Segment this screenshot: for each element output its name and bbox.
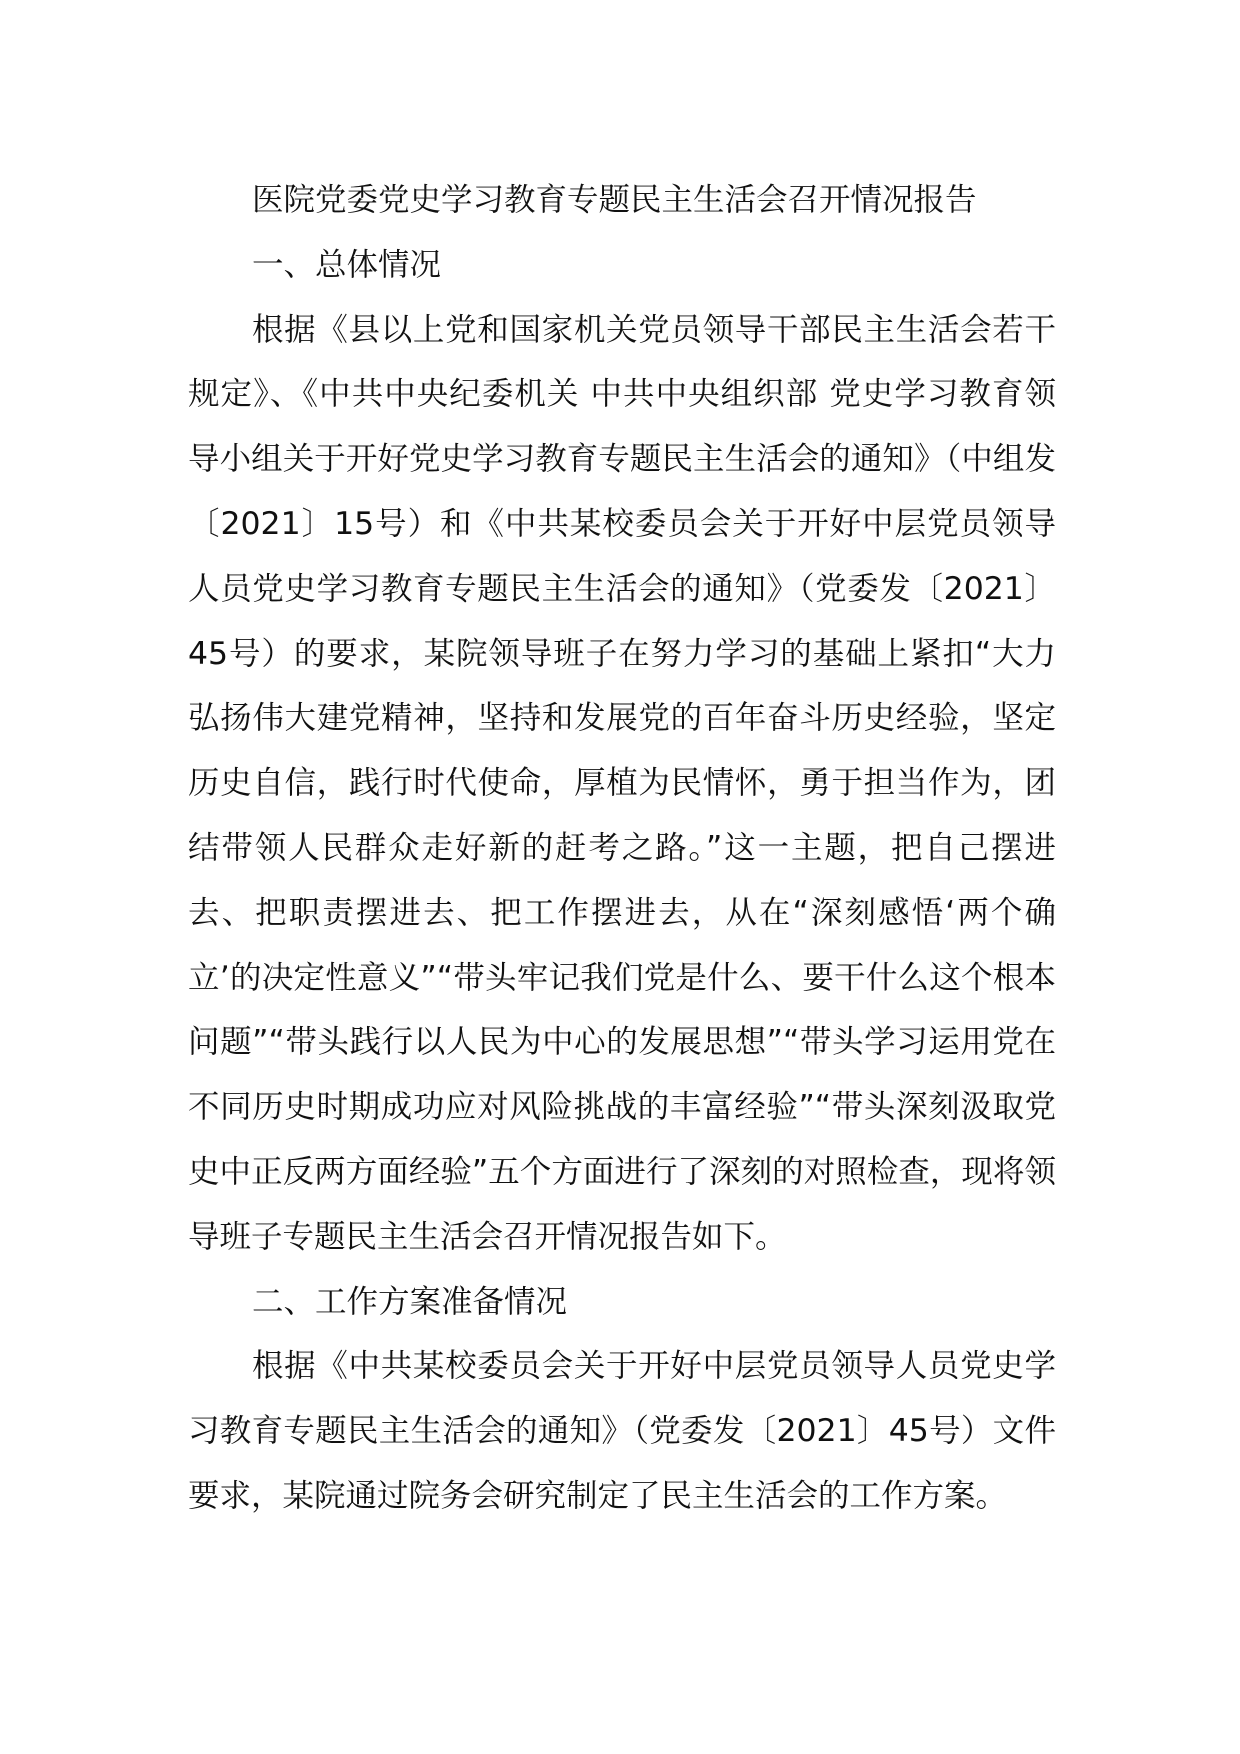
section-paragraph-work-plan: 根据《中共某校委员会关于开好中层党员领导人员党史学习教育专题民主生活会的通知》（党委发〔2021〕45号）文件要求，某院通过院务会研究制定了民主生活会的工作方案。 (188, 1348, 1056, 1514)
section-heading-work-plan: 二、工作方案准备情况 (252, 1283, 568, 1320)
document-title: 医院党委党史学习教育专题民主生活会召开情况报告 (252, 182, 977, 218)
section-heading-overall: 一、总体情况 (252, 246, 442, 283)
section-paragraph-overall: 根据《县以上党和国家机关党员领导干部民主生活会若干规定》、《中共中央纪委机关 中共中央组织部 党史学习教育领导小组关于开好党史学习教育专题民主生活会的通知》（中组发〔2021〕15号）和《中共某校委员会关于开好中层党员领导人员党史学习教育专题民主生活会的通知》（党委发〔2021〕45号）的要求，某院领导班子在努力学习的基础上紧扣“大力弘扬伟大建党精神，坚持和发展党的百年奋斗历史经验，坚定历史自信，践行时代使命，厚植为民情怀，勇于担当作为，团结带领人民群众走好新的赶考之路。”这一主题，把自己摆进去、把职责摆进去、把工作摆进去，从在“深刻感悟‘两个确立’的决定性意义”“带头牢记我们党是什么、要干什么这个根本问题”“带头践行以人民为中心的发展思想”“带头学习运用党在不同历史时期成功应对风险挑战的丰富经验”“带头深刻汲取党史中正反两方面经验”五个方面进行了深刻的对照检查，现将领导班子专题民主生活会召开情况报告如下。 (188, 311, 1056, 1255)
document-body (188, 168, 1056, 1529)
